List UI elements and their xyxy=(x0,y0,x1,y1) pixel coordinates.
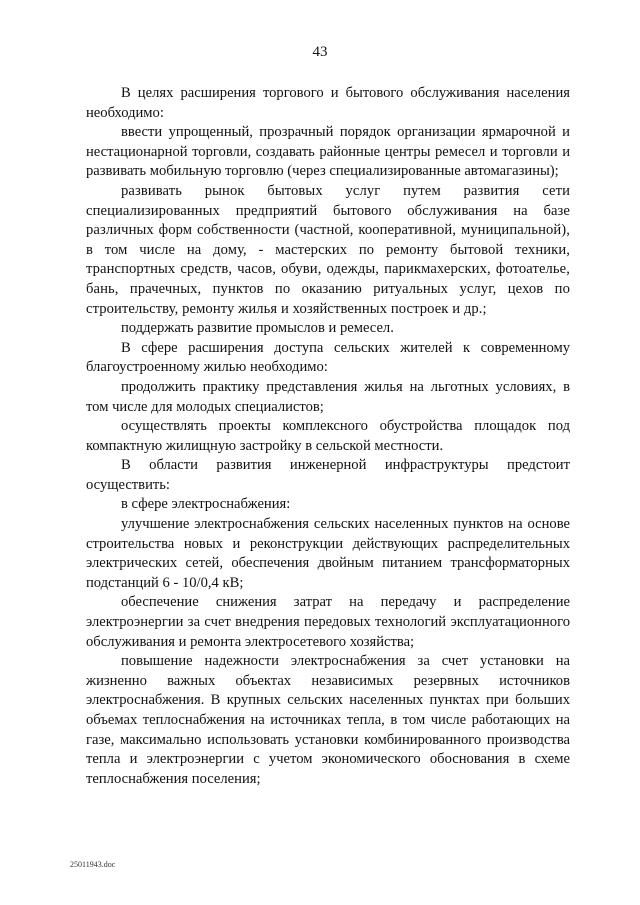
paragraph: обеспечение снижения затрат на передачу и распределение электроэнергии за счет внедрения передовых технологий эксплуатационного обслуживания и ремонта электросетевого хозяйства; xyxy=(86,594,570,650)
paragraph: поддержать развитие промыслов и ремесел. xyxy=(121,320,394,337)
page-number: 43 xyxy=(312,44,328,60)
paragraph: В сфере расширения доступа сельских жителей к современному благоустроенному жилью необходимо: xyxy=(86,339,570,376)
paragraph: улучшение электроснабжения сельских населенных пунктов на основе строительства новых и реконструкции действующих распределительных электрических сетей, обеспечения двойным питанием трансформаторных подстанций 6 - 10/0,4 кВ; xyxy=(86,516,570,591)
paragraph: продолжить практику представления жилья на льготных условиях, в том числе для молодых специалистов; xyxy=(86,378,570,415)
footer-file-name: 25011943.doc xyxy=(70,860,116,869)
paragraph: развивать рынок бытовых услуг путем развития сети специализированных предприятий бытового обслуживания на базе различных форм собственности (частной, кооперативной, муниципальной), в том числе на дому, - мастерских по ремонту бытовой техники, транспортных средств, часов, обуви, одежды, парикмахерских, фотоателье, бань, прачечных, пунктов по оказанию ритуальных услуг, цехов по строительству, ремонту жилья и хозяйственных построек и др.; xyxy=(86,182,570,317)
paragraph: осуществлять проекты комплексного обустройства площадок под компактную жилищную застройку в сельской местности. xyxy=(86,418,570,454)
paragraph: В целях расширения торгового и бытового обслуживания населения необходимо: xyxy=(86,85,570,121)
paragraph: В области развития инженерной инфраструктуры предстоит осуществить: xyxy=(86,457,570,493)
body-text xyxy=(86,84,570,789)
paragraph: ввести упрощенный, прозрачный порядок организации ярмарочной и нестационарной торговли, создавать районные центры ремесел и торговли и развивать мобильную торговлю (через специализированные автомагазины); xyxy=(86,124,570,180)
paragraph: повышение надежности электроснабжения за счет установки на жизненно важных объектах независимых резервных источников электроснабжения. В крупных сельских населенных пунктах при больших объемах теплоснабжения на источниках тепла, в том числе работающих на газе, максимально использовать установки комбинированного производства тепла и электроэнергии с учетом экономического обоснования в схеме теплоснабжения поселения; xyxy=(86,653,570,787)
paragraph: в сфере электроснабжения: xyxy=(121,496,291,513)
